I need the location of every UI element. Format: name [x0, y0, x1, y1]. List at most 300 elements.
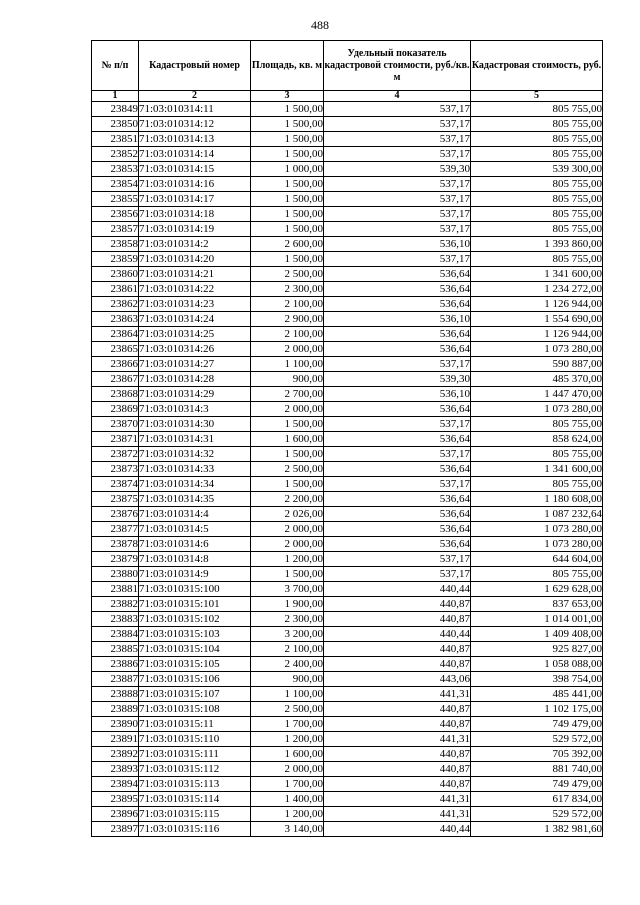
specific-value-cell: 441,31 [324, 792, 471, 807]
cadastral-value-cell: 529 572,00 [471, 807, 603, 822]
table-row [92, 342, 603, 357]
table-row [92, 327, 603, 342]
cadastral-value-cell: 1 073 280,00 [471, 342, 603, 357]
cadastral-number-cell: 71:03:010314:14 [139, 147, 251, 162]
specific-value-cell: 441,31 [324, 732, 471, 747]
row-number-cell: 23857 [92, 222, 139, 237]
specific-value-cell: 440,44 [324, 822, 471, 837]
area-cell: 1 600,00 [251, 432, 324, 447]
row-number-cell: 23864 [92, 327, 139, 342]
cadastral-number-cell: 71:03:010314:4 [139, 507, 251, 522]
row-number-cell: 23880 [92, 567, 139, 582]
table-row [92, 507, 603, 522]
table-row [92, 657, 603, 672]
row-number-cell: 23885 [92, 642, 139, 657]
specific-value-cell: 441,31 [324, 687, 471, 702]
specific-value-cell: 537,17 [324, 447, 471, 462]
specific-value-cell: 536,64 [324, 327, 471, 342]
table-row [92, 702, 603, 717]
area-cell: 1 100,00 [251, 357, 324, 372]
area-cell: 2 200,00 [251, 492, 324, 507]
cadastral-value-cell: 1 073 280,00 [471, 522, 603, 537]
cadastral-number-cell: 71:03:010314:16 [139, 177, 251, 192]
table-row [92, 597, 603, 612]
area-cell: 1 500,00 [251, 252, 324, 267]
area-cell: 1 500,00 [251, 207, 324, 222]
area-cell: 2 100,00 [251, 327, 324, 342]
specific-value-cell: 537,17 [324, 567, 471, 582]
area-cell: 1 700,00 [251, 777, 324, 792]
area-cell: 2 000,00 [251, 342, 324, 357]
table-row [92, 162, 603, 177]
area-cell: 2 100,00 [251, 297, 324, 312]
row-number-cell: 23853 [92, 162, 139, 177]
specific-value-cell: 536,10 [324, 387, 471, 402]
cadastral-number-cell: 71:03:010314:27 [139, 357, 251, 372]
area-cell: 2 700,00 [251, 387, 324, 402]
cadastral-number-cell: 71:03:010314:28 [139, 372, 251, 387]
cadastral-number-cell: 71:03:010314:25 [139, 327, 251, 342]
area-cell: 3 200,00 [251, 627, 324, 642]
table-row [92, 612, 603, 627]
specific-value-cell: 537,17 [324, 552, 471, 567]
row-number-cell: 23863 [92, 312, 139, 327]
row-number-cell: 23870 [92, 417, 139, 432]
specific-value-cell: 440,87 [324, 747, 471, 762]
specific-value-cell: 443,06 [324, 672, 471, 687]
cadastral-value-cell: 1 234 272,00 [471, 282, 603, 297]
cadastral-number-cell: 71:03:010315:106 [139, 672, 251, 687]
area-cell: 1 500,00 [251, 417, 324, 432]
cadastral-number-cell: 71:03:010314:8 [139, 552, 251, 567]
cadastral-value-cell: 485 441,00 [471, 687, 603, 702]
area-cell: 2 500,00 [251, 462, 324, 477]
row-number-cell: 23867 [92, 372, 139, 387]
specific-value-cell: 537,17 [324, 417, 471, 432]
cadastral-number-cell: 71:03:010315:101 [139, 597, 251, 612]
column-number: 5 [471, 91, 603, 102]
table-row [92, 147, 603, 162]
cadastral-value-cell: 1 087 232,64 [471, 507, 603, 522]
cadastral-number-cell: 71:03:010314:21 [139, 267, 251, 282]
cadastral-value-cell: 749 479,00 [471, 777, 603, 792]
specific-value-cell: 537,17 [324, 102, 471, 117]
cadastral-number-cell: 71:03:010314:32 [139, 447, 251, 462]
row-number-cell: 23895 [92, 792, 139, 807]
cadastral-number-cell: 71:03:010314:18 [139, 207, 251, 222]
table-row [92, 687, 603, 702]
table-row [92, 192, 603, 207]
column-number: 1 [92, 91, 139, 102]
area-cell: 900,00 [251, 372, 324, 387]
cadastral-number-cell: 71:03:010314:22 [139, 282, 251, 297]
table-row [92, 297, 603, 312]
cadastral-number-cell: 71:03:010315:11 [139, 717, 251, 732]
table-row [92, 417, 603, 432]
row-number-cell: 23873 [92, 462, 139, 477]
cadastral-number-cell: 71:03:010315:115 [139, 807, 251, 822]
row-number-cell: 23849 [92, 102, 139, 117]
cadastral-value-cell: 539 300,00 [471, 162, 603, 177]
area-cell: 2 500,00 [251, 267, 324, 282]
cadastral-number-cell: 71:03:010314:20 [139, 252, 251, 267]
row-number-cell: 23874 [92, 477, 139, 492]
row-number-cell: 23862 [92, 297, 139, 312]
cadastral-value-cell: 858 624,00 [471, 432, 603, 447]
table-row [92, 117, 603, 132]
cadastral-number-cell: 71:03:010314:5 [139, 522, 251, 537]
cadastral-value-cell: 805 755,00 [471, 447, 603, 462]
specific-value-cell: 537,17 [324, 177, 471, 192]
table-row [92, 672, 603, 687]
specific-value-cell: 536,64 [324, 342, 471, 357]
cadastral-value-cell: 805 755,00 [471, 222, 603, 237]
specific-value-cell: 440,87 [324, 642, 471, 657]
area-cell: 1 700,00 [251, 717, 324, 732]
area-cell: 1 500,00 [251, 447, 324, 462]
table-row [92, 102, 603, 117]
area-cell: 2 000,00 [251, 402, 324, 417]
cadastral-number-cell: 71:03:010315:111 [139, 747, 251, 762]
area-cell: 1 900,00 [251, 597, 324, 612]
page-number: 488 [311, 18, 329, 32]
row-number-cell: 23897 [92, 822, 139, 837]
area-cell: 2 100,00 [251, 642, 324, 657]
table-row [92, 552, 603, 567]
area-cell: 1 200,00 [251, 732, 324, 747]
row-number-cell: 23894 [92, 777, 139, 792]
cadastral-number-cell: 71:03:010314:19 [139, 222, 251, 237]
cadastral-value-cell: 1 180 608,00 [471, 492, 603, 507]
header-cadastral-value: Кадастровая стоимость, руб. [471, 41, 603, 91]
area-cell: 1 500,00 [251, 222, 324, 237]
area-cell: 1 200,00 [251, 552, 324, 567]
column-number: 2 [139, 91, 251, 102]
table-row [92, 432, 603, 447]
row-number-cell: 23859 [92, 252, 139, 267]
column-number: 3 [251, 91, 324, 102]
cadastral-number-cell: 71:03:010315:113 [139, 777, 251, 792]
specific-value-cell: 441,31 [324, 807, 471, 822]
specific-value-cell: 536,64 [324, 492, 471, 507]
cadastral-number-cell: 71:03:010314:31 [139, 432, 251, 447]
cadastral-value-cell: 1 073 280,00 [471, 537, 603, 552]
specific-value-cell: 537,17 [324, 252, 471, 267]
header-row [92, 41, 603, 91]
area-cell: 2 300,00 [251, 282, 324, 297]
cadastral-value-cell: 925 827,00 [471, 642, 603, 657]
row-number-cell: 23881 [92, 582, 139, 597]
cadastral-number-cell: 71:03:010314:11 [139, 102, 251, 117]
header-cadastral-number: Кадастровый номер [139, 41, 251, 91]
cadastral-value-cell: 398 754,00 [471, 672, 603, 687]
specific-value-cell: 536,64 [324, 402, 471, 417]
row-number-cell: 23868 [92, 387, 139, 402]
table-row [92, 822, 603, 837]
cadastral-value-cell: 1 447 470,00 [471, 387, 603, 402]
cadastral-value-cell: 805 755,00 [471, 102, 603, 117]
table-body [92, 102, 603, 837]
cadastral-number-cell: 71:03:010314:13 [139, 132, 251, 147]
table-row [92, 537, 603, 552]
table-row [92, 567, 603, 582]
row-number-cell: 23860 [92, 267, 139, 282]
row-number-cell: 23877 [92, 522, 139, 537]
specific-value-cell: 537,17 [324, 477, 471, 492]
row-number-cell: 23878 [92, 537, 139, 552]
specific-value-cell: 537,17 [324, 357, 471, 372]
area-cell: 2 300,00 [251, 612, 324, 627]
cadastral-number-cell: 71:03:010315:103 [139, 627, 251, 642]
cadastral-value-cell: 805 755,00 [471, 147, 603, 162]
cadastral-value-cell: 805 755,00 [471, 192, 603, 207]
table-row [92, 132, 603, 147]
cadastral-value-cell: 1 102 175,00 [471, 702, 603, 717]
table-row [92, 387, 603, 402]
cadastral-number-cell: 71:03:010314:12 [139, 117, 251, 132]
cadastral-value-cell: 805 755,00 [471, 417, 603, 432]
specific-value-cell: 440,87 [324, 762, 471, 777]
cadastral-value-cell: 1 014 001,00 [471, 612, 603, 627]
specific-value-cell: 536,64 [324, 267, 471, 282]
row-number-cell: 23886 [92, 657, 139, 672]
table-row [92, 777, 603, 792]
row-number-cell: 23887 [92, 672, 139, 687]
table-row [92, 222, 603, 237]
cadastral-value-cell: 881 740,00 [471, 762, 603, 777]
table-row [92, 807, 603, 822]
specific-value-cell: 537,17 [324, 132, 471, 147]
cadastral-number-cell: 71:03:010314:26 [139, 342, 251, 357]
area-cell: 1 500,00 [251, 177, 324, 192]
table-row [92, 177, 603, 192]
specific-value-cell: 536,10 [324, 237, 471, 252]
cadastral-value-cell: 485 370,00 [471, 372, 603, 387]
cadastral-number-cell: 71:03:010314:2 [139, 237, 251, 252]
row-number-cell: 23865 [92, 342, 139, 357]
cadastral-number-cell: 71:03:010314:33 [139, 462, 251, 477]
cadastral-value-cell: 1 058 088,00 [471, 657, 603, 672]
table-row [92, 582, 603, 597]
cadastral-value-cell: 1 341 600,00 [471, 462, 603, 477]
table-row [92, 447, 603, 462]
row-number-cell: 23854 [92, 177, 139, 192]
column-number: 4 [324, 91, 471, 102]
specific-value-cell: 537,17 [324, 222, 471, 237]
cadastral-value-cell: 1 073 280,00 [471, 402, 603, 417]
cadastral-value-cell: 705 392,00 [471, 747, 603, 762]
cadastral-number-cell: 71:03:010315:110 [139, 732, 251, 747]
table-row [92, 357, 603, 372]
row-number-cell: 23876 [92, 507, 139, 522]
row-number-cell: 23883 [92, 612, 139, 627]
cadastral-number-cell: 71:03:010315:114 [139, 792, 251, 807]
cadastral-number-cell: 71:03:010314:17 [139, 192, 251, 207]
area-cell: 1 500,00 [251, 477, 324, 492]
row-number-cell: 23850 [92, 117, 139, 132]
column-number-row [92, 91, 603, 102]
area-cell: 2 400,00 [251, 657, 324, 672]
specific-value-cell: 440,87 [324, 702, 471, 717]
cadastral-number-cell: 71:03:010314:15 [139, 162, 251, 177]
area-cell: 1 500,00 [251, 102, 324, 117]
table-row [92, 477, 603, 492]
table-row [92, 462, 603, 477]
row-number-cell: 23891 [92, 732, 139, 747]
row-number-cell: 23855 [92, 192, 139, 207]
area-cell: 1 000,00 [251, 162, 324, 177]
area-cell: 2 600,00 [251, 237, 324, 252]
cadastral-value-cell: 529 572,00 [471, 732, 603, 747]
specific-value-cell: 537,17 [324, 147, 471, 162]
table-row [92, 747, 603, 762]
area-cell: 3 140,00 [251, 822, 324, 837]
area-cell: 1 500,00 [251, 117, 324, 132]
cadastral-value-cell: 805 755,00 [471, 117, 603, 132]
row-number-cell: 23879 [92, 552, 139, 567]
table-row [92, 237, 603, 252]
area-cell: 1 400,00 [251, 792, 324, 807]
row-number-cell: 23896 [92, 807, 139, 822]
specific-value-cell: 537,17 [324, 192, 471, 207]
cadastral-value-cell: 749 479,00 [471, 717, 603, 732]
row-number-cell: 23872 [92, 447, 139, 462]
cadastral-value-cell: 1 393 860,00 [471, 237, 603, 252]
area-cell: 2 900,00 [251, 312, 324, 327]
cadastral-value-cell: 805 755,00 [471, 207, 603, 222]
cadastral-value-cell: 1 341 600,00 [471, 267, 603, 282]
specific-value-cell: 440,87 [324, 657, 471, 672]
row-number-cell: 23858 [92, 237, 139, 252]
table-row [92, 492, 603, 507]
area-cell: 3 700,00 [251, 582, 324, 597]
area-cell: 1 500,00 [251, 567, 324, 582]
cadastral-number-cell: 71:03:010314:9 [139, 567, 251, 582]
specific-value-cell: 440,87 [324, 717, 471, 732]
row-number-cell: 23875 [92, 492, 139, 507]
row-number-cell: 23882 [92, 597, 139, 612]
table-row [92, 267, 603, 282]
table-row [92, 207, 603, 222]
specific-value-cell: 440,44 [324, 582, 471, 597]
area-cell: 1 100,00 [251, 687, 324, 702]
cadastral-number-cell: 71:03:010314:35 [139, 492, 251, 507]
cadastral-number-cell: 71:03:010314:30 [139, 417, 251, 432]
row-number-cell: 23893 [92, 762, 139, 777]
table-row [92, 627, 603, 642]
specific-value-cell: 440,44 [324, 627, 471, 642]
area-cell: 2 000,00 [251, 762, 324, 777]
specific-value-cell: 440,87 [324, 597, 471, 612]
specific-value-cell: 440,87 [324, 777, 471, 792]
specific-value-cell: 536,64 [324, 507, 471, 522]
row-number-cell: 23861 [92, 282, 139, 297]
cadastral-value-cell: 590 887,00 [471, 357, 603, 372]
row-number-cell: 23856 [92, 207, 139, 222]
cadastral-value-cell: 617 834,00 [471, 792, 603, 807]
row-number-cell: 23889 [92, 702, 139, 717]
area-cell: 900,00 [251, 672, 324, 687]
row-number-cell: 23892 [92, 747, 139, 762]
specific-value-cell: 537,17 [324, 207, 471, 222]
specific-value-cell: 539,30 [324, 372, 471, 387]
cadastral-number-cell: 71:03:010314:34 [139, 477, 251, 492]
row-number-cell: 23871 [92, 432, 139, 447]
cadastral-number-cell: 71:03:010314:3 [139, 402, 251, 417]
cadastral-value-cell: 1 126 944,00 [471, 327, 603, 342]
cadastral-number-cell: 71:03:010314:6 [139, 537, 251, 552]
specific-value-cell: 536,64 [324, 462, 471, 477]
cadastral-value-cell: 837 653,00 [471, 597, 603, 612]
specific-value-cell: 536,64 [324, 432, 471, 447]
cadastral-number-cell: 71:03:010315:105 [139, 657, 251, 672]
cadastral-number-cell: 71:03:010315:102 [139, 612, 251, 627]
specific-value-cell: 537,17 [324, 117, 471, 132]
cadastral-number-cell: 71:03:010315:107 [139, 687, 251, 702]
row-number-cell: 23890 [92, 717, 139, 732]
area-cell: 2 026,00 [251, 507, 324, 522]
area-cell: 2 000,00 [251, 537, 324, 552]
cadastral-value-cell: 1 382 981,60 [471, 822, 603, 837]
table-row [92, 732, 603, 747]
cadastral-value-cell: 1 409 408,00 [471, 627, 603, 642]
header-row-number: № п/п [92, 41, 139, 91]
row-number-cell: 23851 [92, 132, 139, 147]
cadastral-value-cell: 805 755,00 [471, 477, 603, 492]
table-row [92, 522, 603, 537]
table-row [92, 282, 603, 297]
cadastral-number-cell: 71:03:010315:108 [139, 702, 251, 717]
table-row [92, 372, 603, 387]
table-row [92, 792, 603, 807]
table-row [92, 762, 603, 777]
specific-value-cell: 536,64 [324, 522, 471, 537]
cadastral-value-cell: 805 755,00 [471, 252, 603, 267]
table-row [92, 252, 603, 267]
specific-value-cell: 539,30 [324, 162, 471, 177]
header-specific-value: Удельный показатель кадастровой стоимости, руб./кв. м [324, 41, 471, 91]
cadastral-number-cell: 71:03:010315:100 [139, 582, 251, 597]
cadastral-value-cell: 1 629 628,00 [471, 582, 603, 597]
table-row [92, 717, 603, 732]
table-row [92, 402, 603, 417]
cadastral-number-cell: 71:03:010315:104 [139, 642, 251, 657]
specific-value-cell: 536,64 [324, 282, 471, 297]
cadastral-number-cell: 71:03:010315:116 [139, 822, 251, 837]
specific-value-cell: 440,87 [324, 612, 471, 627]
cadastral-number-cell: 71:03:010314:29 [139, 387, 251, 402]
area-cell: 2 000,00 [251, 522, 324, 537]
specific-value-cell: 536,10 [324, 312, 471, 327]
row-number-cell: 23888 [92, 687, 139, 702]
cadastral-value-cell: 1 554 690,00 [471, 312, 603, 327]
row-number-cell: 23852 [92, 147, 139, 162]
specific-value-cell: 536,64 [324, 297, 471, 312]
area-cell: 1 500,00 [251, 132, 324, 147]
table-row [92, 642, 603, 657]
cadastral-value-cell: 805 755,00 [471, 177, 603, 192]
row-number-cell: 23869 [92, 402, 139, 417]
cadastral-number-cell: 71:03:010314:23 [139, 297, 251, 312]
row-number-cell: 23884 [92, 627, 139, 642]
area-cell: 1 500,00 [251, 147, 324, 162]
cadastral-value-cell: 805 755,00 [471, 567, 603, 582]
cadastral-number-cell: 71:03:010314:24 [139, 312, 251, 327]
area-cell: 2 500,00 [251, 702, 324, 717]
cadastral-value-cell: 1 126 944,00 [471, 297, 603, 312]
area-cell: 1 500,00 [251, 192, 324, 207]
area-cell: 1 600,00 [251, 747, 324, 762]
